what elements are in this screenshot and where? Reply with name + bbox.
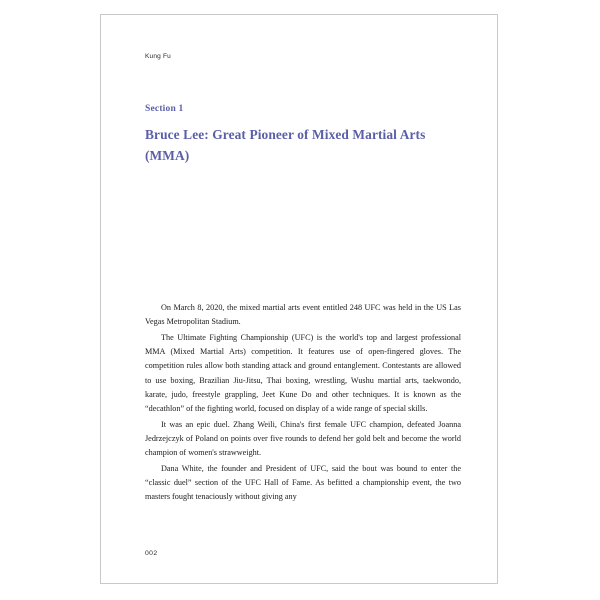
page-number: 002 [145, 550, 158, 557]
paragraph: It was an epic duel. Zhang Weili, China's first female UFC champion, defeated Joanna Jedrzejczyk of Poland on points over five rounds to defend her gold belt and become the world champion of women's strawweight. [145, 419, 461, 458]
body-text [145, 301, 461, 505]
document-page [100, 14, 498, 584]
page-title: Bruce Lee: Great Pioneer of Mixed Martial Arts (MMA) [145, 127, 426, 163]
paragraph: The Ultimate Fighting Championship (UFC) is the world's top and largest professional MMA (Mixed Martial Arts) competition. It features use of open-fingered gloves. The competition rules allow both standing attack and ground entanglement. Contestants are allowed to use boxing, Brazilian Jiu-Jitsu, Thai boxing, wrestling, Wushu martial arts, taekwondo, karate, judo, freestyle grappling, Jeet Kune Do and other techniques. It is known as the “decathlon” of the fighting world, focused on display of a wide range of special skills. [145, 333, 461, 413]
paragraph: On March 8, 2020, the mixed martial arts event entitled 248 UFC was held in the US Las Vegas Metropolitan Stadium. [145, 303, 461, 327]
page-content-area [145, 53, 461, 557]
section-label: Section 1 [145, 104, 184, 114]
paragraph: Dana White, the founder and President of UFC, said the bout was bound to enter the “classic duel” section of the UFC Hall of Fame. As befitted a championship event, the two masters fought tenaciously without giving any [145, 464, 461, 502]
running-head: Kung Fu [145, 53, 171, 60]
